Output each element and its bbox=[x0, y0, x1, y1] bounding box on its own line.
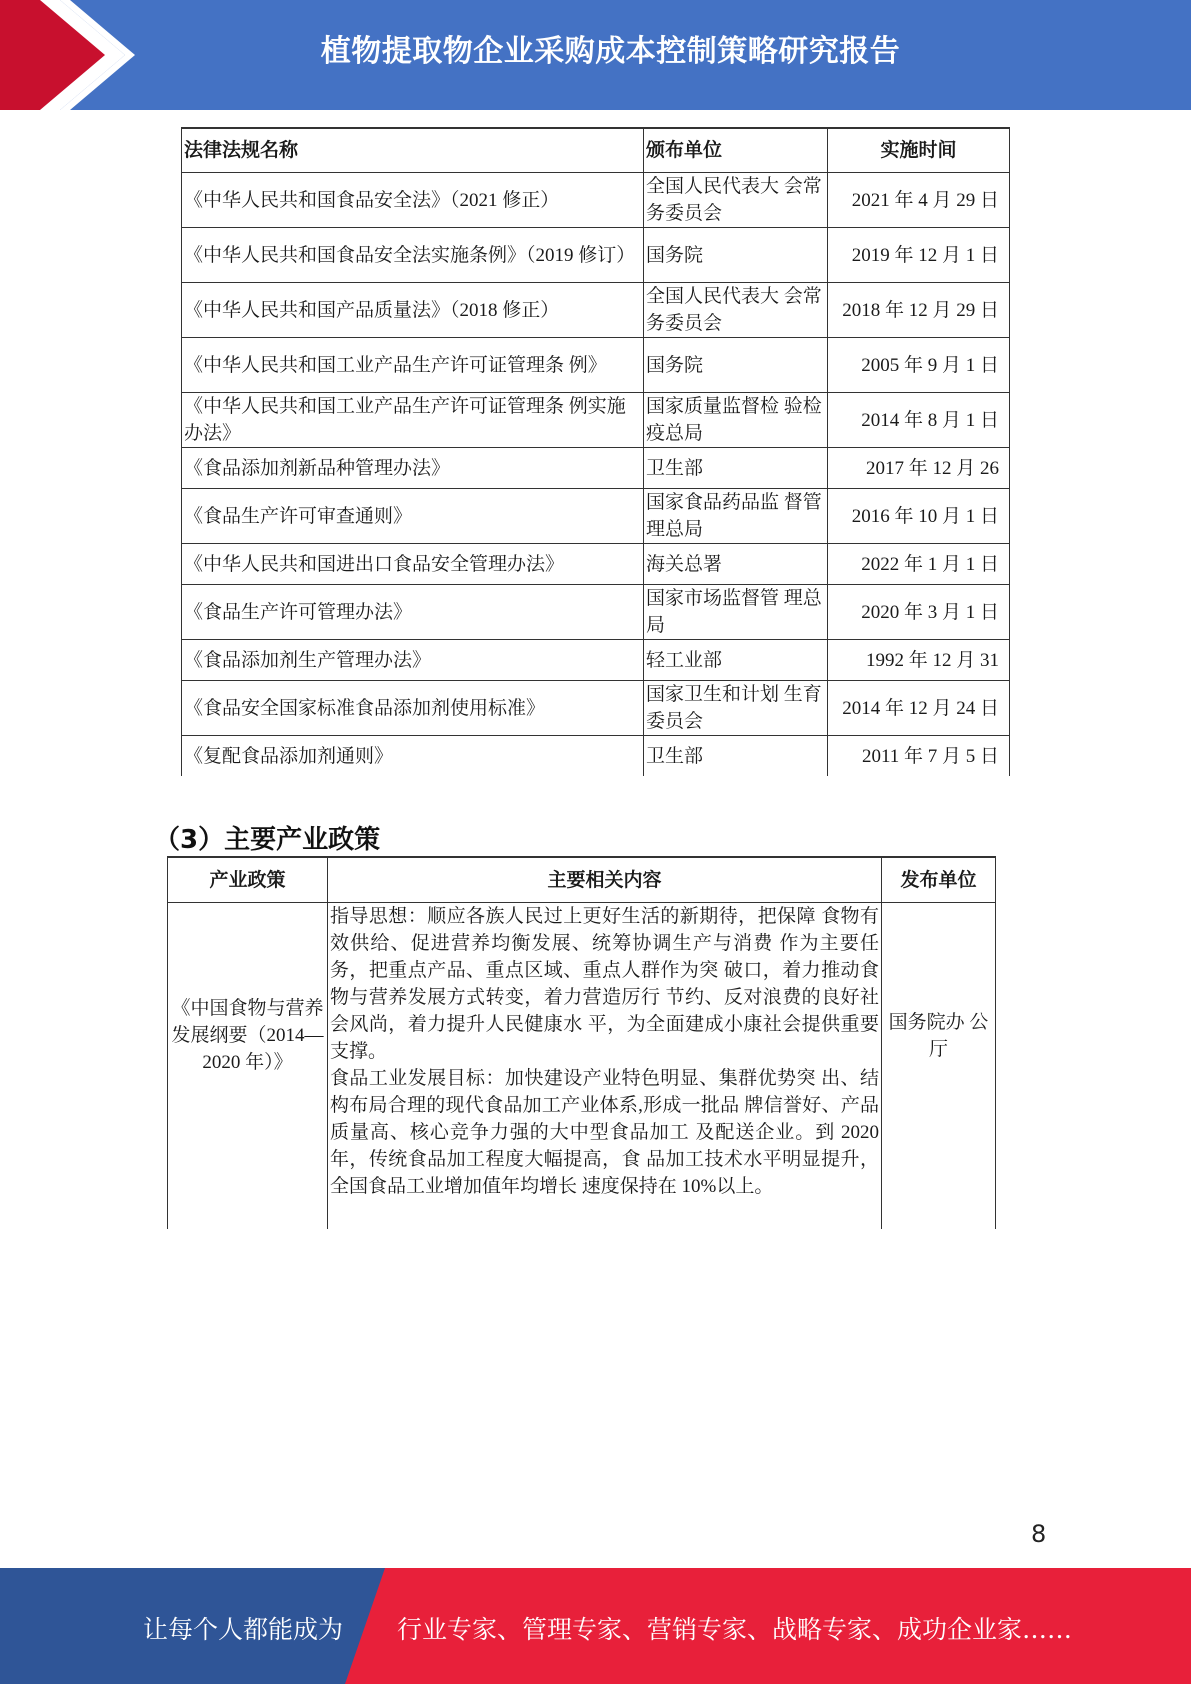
law-org: 国家质量监督检 验检疫总局 bbox=[644, 393, 828, 448]
law-name: 《食品安全国家标准食品添加剂使用标准》 bbox=[182, 681, 644, 736]
table-row bbox=[182, 640, 1010, 681]
law-name: 《食品生产许可管理办法》 bbox=[182, 585, 644, 640]
law-date: 2019 年 12 月 1 日 bbox=[828, 228, 1010, 283]
law-date: 2020 年 3 月 1 日 bbox=[828, 585, 1010, 640]
column-header: 发布单位 bbox=[882, 857, 996, 903]
law-date: 2011 年 7 月 5 日 bbox=[828, 736, 1010, 777]
table-row bbox=[182, 489, 1010, 544]
policy-content bbox=[328, 903, 882, 1229]
table-row bbox=[182, 338, 1010, 393]
policy-org: 国务院办 公厅 bbox=[882, 903, 996, 1229]
footer-slogan-left: 让每个人都能成为 bbox=[143, 1615, 344, 1644]
law-name: 《复配食品添加剂通则》 bbox=[182, 736, 644, 777]
policy-table bbox=[167, 856, 996, 1229]
law-org: 国务院 bbox=[644, 228, 828, 283]
law-name: 《食品添加剂生产管理办法》 bbox=[182, 640, 644, 681]
law-date: 1992 年 12 月 31 bbox=[828, 640, 1010, 681]
column-header: 法律法规名称 bbox=[182, 128, 644, 173]
column-header: 产业政策 bbox=[168, 857, 328, 903]
column-header: 颁布单位 bbox=[644, 128, 828, 173]
law-date: 2018 年 12 月 29 日 bbox=[828, 283, 1010, 338]
law-org: 国家卫生和计划 生育委员会 bbox=[644, 681, 828, 736]
law-name: 《食品添加剂新品种管理办法》 bbox=[182, 448, 644, 489]
policy-content-target: 食品工业发展目标：加快建设产业特色明显、集群优势突 出、结构布局合理的现代食品加工产业体系,形成一批品 牌信誉好、产品质量高、核心竞争力强的大中型食品加工 及配送企业。到 2020 年，传统食品加工程度大幅提高，食 品加工技术水平明显提升，全国食品工业增加值年均增长 速度保持在 10%以上。 bbox=[330, 1068, 879, 1197]
law-date: 2016 年 10 月 1 日 bbox=[828, 489, 1010, 544]
law-org: 海关总署 bbox=[644, 544, 828, 585]
page-footer bbox=[0, 1568, 1191, 1684]
law-name: 《中华人民共和国工业产品生产许可证管理条 例》 bbox=[182, 338, 644, 393]
table-row bbox=[182, 448, 1010, 489]
law-org: 全国人民代表大 会常务委员会 bbox=[644, 173, 828, 228]
law-org: 国务院 bbox=[644, 338, 828, 393]
laws-table bbox=[181, 127, 1010, 776]
law-org: 卫生部 bbox=[644, 736, 828, 777]
law-name: 《中华人民共和国产品质量法》（2018 修正） bbox=[182, 283, 644, 338]
law-name: 《中华人民共和国进出口食品安全管理办法》 bbox=[182, 544, 644, 585]
law-date: 2014 年 8 月 1 日 bbox=[828, 393, 1010, 448]
column-header: 实施时间 bbox=[828, 128, 1010, 173]
table-row bbox=[182, 681, 1010, 736]
law-name: 《中华人民共和国工业产品生产许可证管理条 例实施办法》 bbox=[182, 393, 644, 448]
table-row bbox=[182, 283, 1010, 338]
table-row bbox=[182, 544, 1010, 585]
law-org: 国家食品药品监 督管理总局 bbox=[644, 489, 828, 544]
law-name: 《中华人民共和国食品安全法》（2021 修正） bbox=[182, 173, 644, 228]
page-header bbox=[0, 0, 1191, 110]
law-date: 2017 年 12 月 26 bbox=[828, 448, 1010, 489]
law-date: 2005 年 9 月 1 日 bbox=[828, 338, 1010, 393]
table-header-row bbox=[168, 857, 996, 903]
table-row bbox=[182, 736, 1010, 777]
section-heading: （3）主要产业政策 bbox=[154, 825, 381, 855]
footer-slogan-right: 行业专家、管理专家、营销专家、战略专家、成功企业家…… bbox=[397, 1615, 1073, 1644]
report-title: 植物提取物企业采购成本控制策略研究报告 bbox=[320, 34, 901, 69]
page-number: 8 bbox=[1031, 1520, 1047, 1548]
table-header-row bbox=[182, 128, 1010, 173]
table-row bbox=[168, 903, 996, 1229]
law-org: 轻工业部 bbox=[644, 640, 828, 681]
law-date: 2014 年 12 月 24 日 bbox=[828, 681, 1010, 736]
law-org: 全国人民代表大 会常务委员会 bbox=[644, 283, 828, 338]
law-name: 《中华人民共和国食品安全法实施条例》（2019 修订） bbox=[182, 228, 644, 283]
policy-content-guideline: 指导思想：顺应各族人民过上更好生活的新期待，把保障 食物有效供给、促进营养均衡发展、统筹协调生产与消费 作为主要任务，把重点产品、重点区域、重点人群作为突 破口，着力推动食物与营养发展方式转变，着力营造厉行 节约、反对浪费的良好社会风尚，着力提升人民健康水 平，为全面建成小康社会提供重要支撑。 bbox=[330, 906, 879, 1062]
column-header: 主要相关内容 bbox=[328, 857, 882, 903]
table-row bbox=[182, 585, 1010, 640]
table-row bbox=[182, 173, 1010, 228]
law-date: 2022 年 1 月 1 日 bbox=[828, 544, 1010, 585]
table-row bbox=[182, 393, 1010, 448]
law-date: 2021 年 4 月 29 日 bbox=[828, 173, 1010, 228]
law-org: 卫生部 bbox=[644, 448, 828, 489]
table-row bbox=[182, 228, 1010, 283]
law-name: 《食品生产许可审查通则》 bbox=[182, 489, 644, 544]
policy-name: 《中国食物与营养发展纲要（2014—2020 年）》 bbox=[168, 903, 328, 1229]
law-org: 国家市场监督管 理总局 bbox=[644, 585, 828, 640]
